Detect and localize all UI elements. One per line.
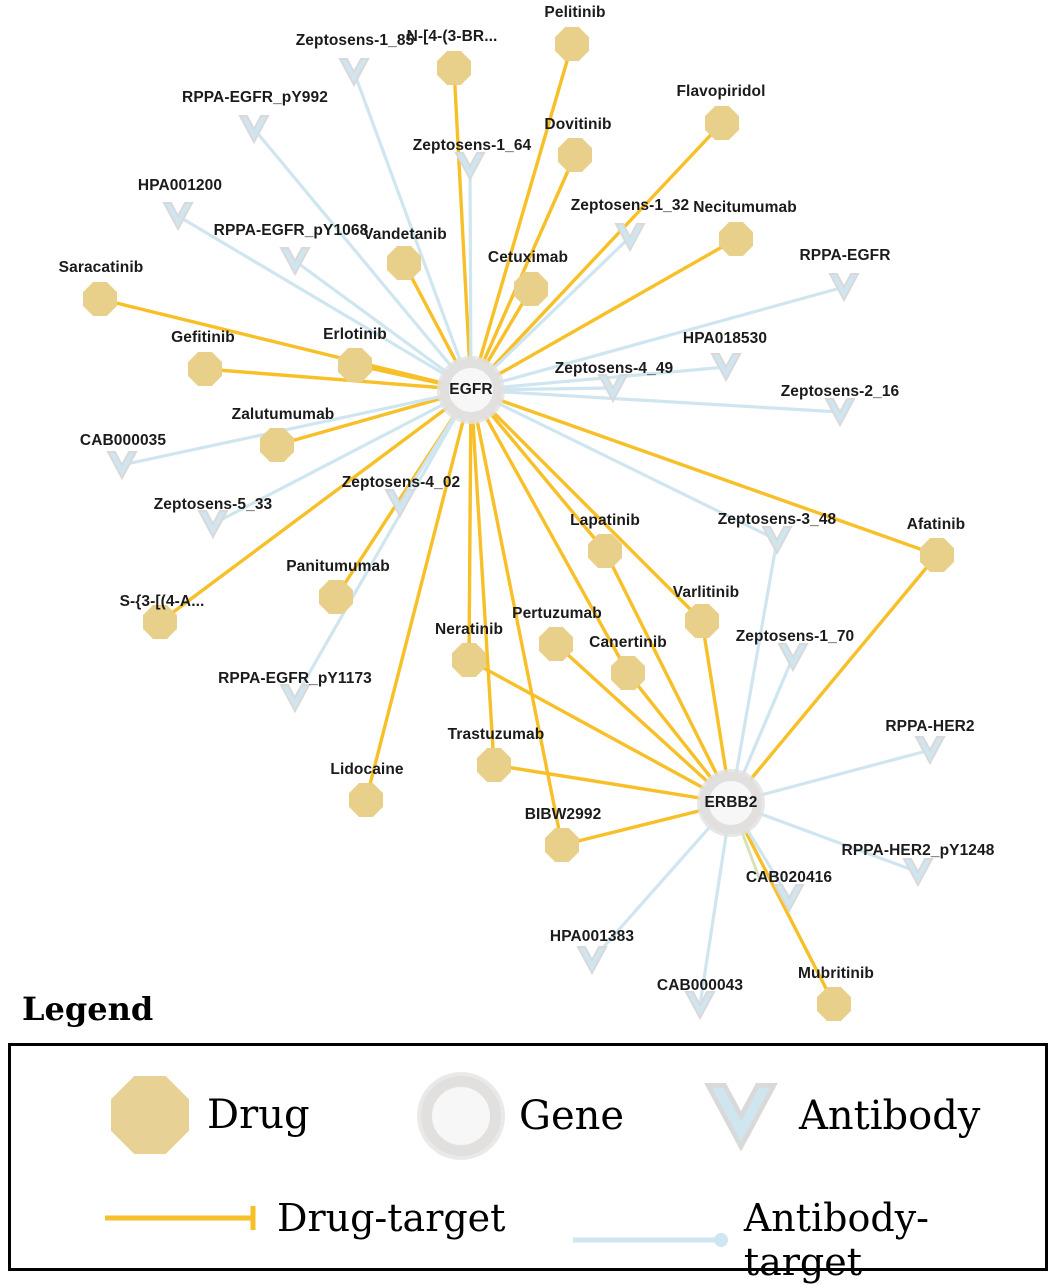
antibody-label-zeptosens-1-32: Zeptosens-1_32 [570,197,690,214]
gene-shape-icon [421,1076,501,1156]
drug-label-pelitinib: Pelitinib [544,4,606,21]
drug-node-saracatinib[interactable] [83,282,117,316]
drug-label-dovitinib: Dovitinib [544,116,612,133]
drug-label-bibw2992: BIBW2992 [524,806,602,823]
antibody-node-rppa-egfr-py992[interactable] [237,112,271,146]
antibody-node-rppa-her2-py1248[interactable] [901,855,935,889]
antibody-label-hpa001383: HPA001383 [549,928,635,945]
antibody-label-hpa018530: HPA018530 [682,330,768,347]
antibody-label-zeptosens-4-49: Zeptosens-4_49 [554,360,674,377]
legend-item-gene [421,1076,624,1156]
gene-label-erbb2: ERBB2 [704,794,758,811]
drug-label-s3-4a: S-{3-[(4-A... [119,593,205,610]
antibody-node-hpa001383[interactable] [575,943,609,977]
drug-label-erlotinib: Erlotinib [323,326,387,343]
drug-node-erlotinib[interactable] [338,348,372,382]
antibody-node-zeptosens-1-85[interactable] [337,55,371,89]
antibody-target-edges [119,72,930,1005]
drug-label-panitumumab: Panitumumab [286,558,390,575]
antibody-label-zeptosens-3-48: Zeptosens-3_48 [717,511,837,528]
antibody-label-zeptosens-1-70: Zeptosens-1_70 [735,628,855,645]
drug-label-zalutumumab: Zalutumumab [231,406,335,423]
antibody-label-zeptosens-1-85: Zeptosens-1_85 [295,32,415,49]
drug-node-vandetanib[interactable] [387,246,421,280]
legend-box [8,1043,1048,1284]
drug-label-saracatinib: Saracatinib [58,259,144,276]
drug-label-trastuzumab: Trastuzumab [447,726,545,743]
legend-antibody-target-label: Antibody-target [743,1196,930,1284]
drug-label-lapatinib: Lapatinib [570,512,640,529]
drug-label-pertuzumab: Pertuzumab [512,605,602,622]
antibody-label-rppa-egfr: RPPA-EGFR [799,247,891,264]
antibody-label-zeptosens-2-16: Zeptosens-2_16 [780,383,900,400]
drug-node-gefitinib[interactable] [188,352,222,386]
antibody-node-rppa-egfr-py1068[interactable] [278,244,312,278]
drug-label-neratinib: Neratinib [434,621,504,638]
antibody-label-cab000035: CAB000035 [79,432,167,449]
antibody-label-zeptosens-1-64: Zeptosens-1_64 [412,137,532,154]
drug-label-lidocaine: Lidocaine [330,761,404,778]
drug-label-gefitinib: Gefitinib [171,329,235,346]
antibody-label-cab020416: CAB020416 [745,869,833,886]
antibody-label-zeptosens-4-02: Zeptosens-4_02 [341,474,461,491]
drug-label-vandetanib: Vandetanib [363,226,447,243]
drug-label-n4-3br: N-[4-(3-BR... [406,28,498,45]
antibody-label-cab000043: CAB000043 [656,977,744,994]
antibody-node-cab000035[interactable] [105,448,139,482]
antibody-node-rppa-egfr[interactable] [827,270,861,304]
antibody-node-hpa001200[interactable] [161,199,195,233]
legend-gene-label: Gene [519,1093,625,1139]
antibody-target-edge-icon [571,1225,730,1255]
antibody-label-rppa-egfr-py992: RPPA-EGFR_pY992 [182,89,328,106]
legend-item-drug [111,1076,310,1154]
antibody-label-rppa-egfr-py1068: RPPA-EGFR_pY1068 [213,222,369,239]
antibody-label-rppa-egfr-py1173: RPPA-EGFR_pY1173 [218,670,372,687]
drug-label-canertinib: Canertinib [589,634,667,651]
drug-label-necitumumab: Necitumumab [693,199,797,216]
antibody-node-rppa-her2[interactable] [913,733,947,767]
antibody-label-rppa-her2: RPPA-HER2 [885,718,975,735]
antibody-label-rppa-her2-py1248: RPPA-HER2_pY1248 [841,842,995,859]
antibody-label-hpa001200: HPA001200 [137,177,223,194]
legend-title: Legend [22,990,154,1028]
drug-label-varlitinib: Varlitinib [672,584,740,601]
antibody-label-zeptosens-5-33: Zeptosens-5_33 [153,496,273,513]
drug-label-cetuximab: Cetuximab [487,249,569,266]
drug-node-zalutumumab[interactable] [260,428,294,462]
drug-label-afatinib: Afatinib [906,516,966,533]
legend-antibody-label: Antibody [799,1093,981,1139]
drug-node-n4-3br[interactable] [437,51,471,85]
antibody-shape-icon [701,1076,781,1156]
gene-label-egfr: EGFR [449,381,493,398]
antibody-node-hpa018530[interactable] [709,350,743,384]
drug-label-mubritinib: Mubritinib [798,965,874,982]
antibody-node-zeptosens-1-32[interactable] [613,220,647,254]
drug-target-edge-icon [103,1203,263,1233]
legend-edge-antibody-target [571,1196,1045,1284]
legend-drug-target-label: Drug-target [277,1196,506,1240]
drug-shape-icon [111,1076,189,1154]
drug-label-flavopiridol: Flavopiridol [676,83,766,100]
legend-drug-label: Drug [207,1092,310,1138]
legend-item-antibody [701,1076,980,1156]
legend-edge-drug-target [103,1196,505,1240]
